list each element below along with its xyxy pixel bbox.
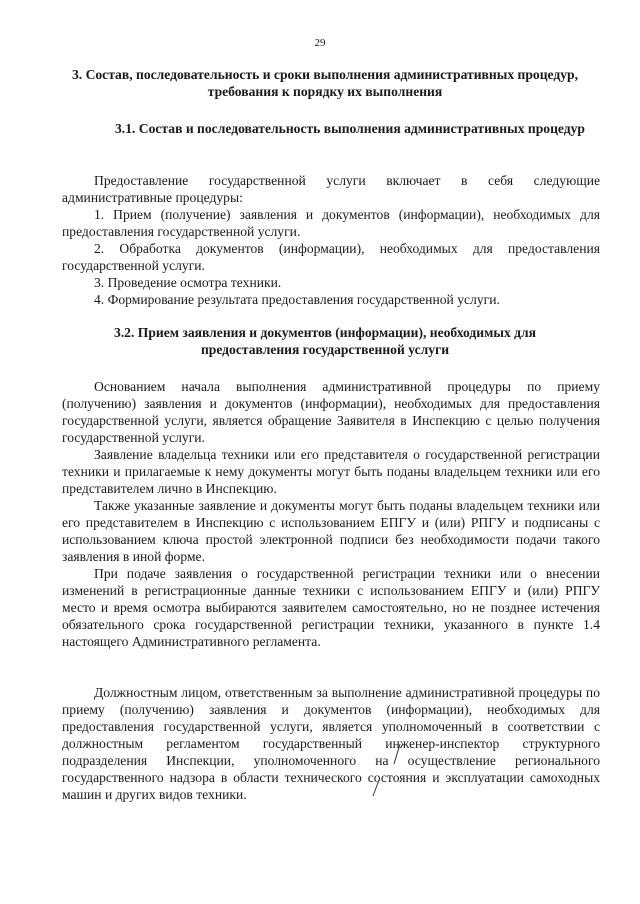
body-paragraph: При подаче заявления о государственной регистрации техники или о внесении изменений в регистрационные данные техники с использованием ЕПГУ и (или) РПГУ место и время осмотра выбираются заявителем самостоятельно, но не позднее истечения обязательного срока государственной регистрации техники, указанного в пункте 1.4 настоящего Административного регламента. (62, 566, 600, 649)
procedure-item: 1. Прием (получение) заявления и документов (информации), необходимых для предоставления государственной услуги. (62, 207, 600, 239)
procedure-item: 4. Формирование результата предоставления государственной услуги. (94, 292, 500, 307)
pen-mark (390, 742, 404, 766)
body-paragraph: Должностным лицом, ответственным за выполнение административной процедуры по приему (получению) заявления и документов (информации), необходимых для предоставления государственной услуги, является уполномоченный в соответствии с должностным регламентом государственный инженер-инспектор структурного подразделения Инспекции, уполномоченного на осуществление регионального государственного надзора в области технического состояния и эксплуатации самоходных машин и других видов техники. (62, 685, 600, 802)
body-paragraph: Основанием начала выполнения административной процедуры по приему (получению) заявления и документов (информации), необходимых для предоставления государственной услуги, является обращение Заявителя в Инспекцию с целью получения государственной услуги. (62, 379, 600, 445)
procedure-item: 3. Проведение осмотра техники. (94, 275, 282, 290)
section-3-1-intro: Предоставление государственной услуги включает в себя следующие административные процедуры: (62, 173, 600, 205)
procedure-item: 2. Обработка документов (информации), необходимых для предоставления государственной услуги. (62, 241, 600, 273)
page-number: 29 (314, 37, 326, 49)
section-3-2-title: 3.2. Прием заявления и документов (информации), необходимых для предоставления государственной услуги (113, 325, 537, 357)
body-paragraph: Также указанные заявление и документы могут быть поданы владельцем техники или его представителем в Инспекцию с использованием ЕПГУ и (или) РПГУ и подписаны с использованием ключа простой электронной подписи без необходимости подачи такого заявления в иной форме. (62, 498, 600, 564)
section-3-title: 3. Состав, последовательность и сроки выполнения административных процедур, требования к порядку их выполнения (71, 67, 579, 99)
pen-mark (370, 778, 382, 798)
section-3-1-title: 3.1. Состав и последовательность выполнения административных процедур (115, 121, 585, 136)
body-paragraph: Заявление владельца техники или его представителя о государственной регистрации техники и прилагаемые к нему документы могут быть поданы владельцем техники или его представителем лично в Инспекцию. (62, 447, 600, 496)
